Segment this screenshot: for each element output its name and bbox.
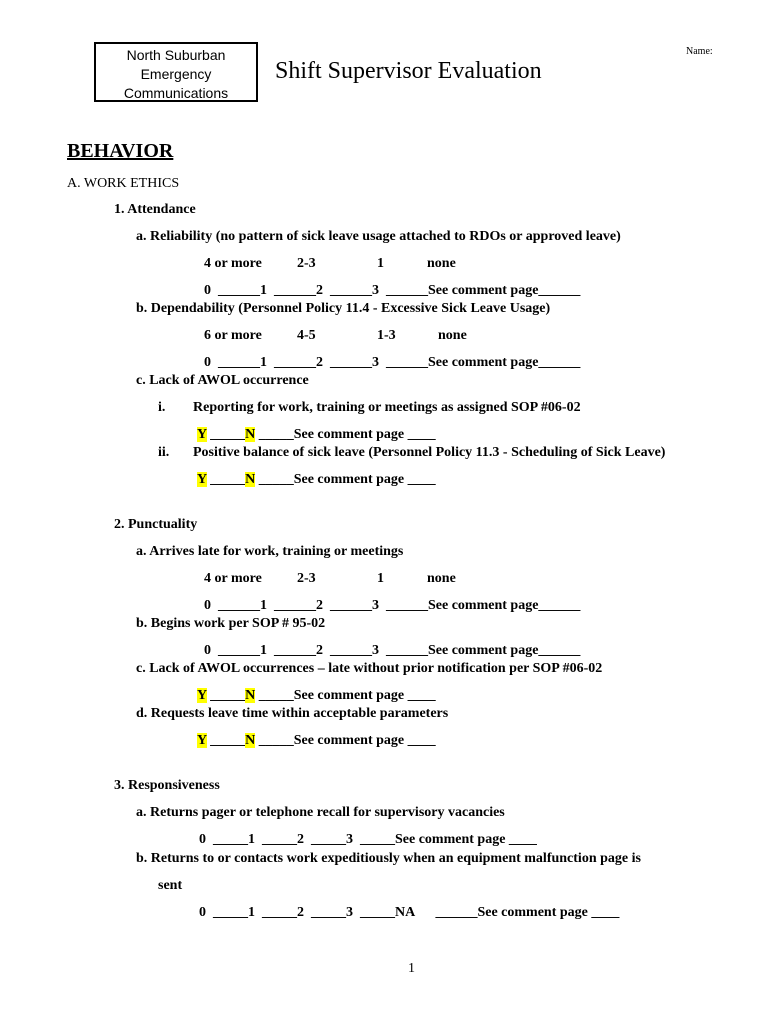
responsiveness-label: 3. Responsiveness <box>114 778 220 793</box>
rel-scale-1: 4 or more <box>204 256 262 271</box>
punct-scale-4: none <box>427 571 456 586</box>
resp-b-score-line[interactable]: 0 _____1 _____2 _____3 _____NA ______See comment page ____ <box>199 905 620 920</box>
punct-b-label: b. Begins work per SOP # 95-02 <box>136 616 326 631</box>
punct-d-label: d. Requests leave time within acceptable parameters <box>136 706 449 721</box>
resp-b-label-cont: sent <box>158 878 183 893</box>
awol-ii-num: ii. <box>158 445 170 460</box>
punct-c-yn[interactable]: Y _____N _____See comment page ____ <box>197 688 436 703</box>
awol-ii-yn[interactable]: Y _____N _____See comment page ____ <box>197 472 436 487</box>
resp-a-score-line[interactable]: 0 _____1 _____2 _____3 _____See comment page ____ <box>199 832 537 847</box>
yes-option[interactable]: Y <box>197 688 207 703</box>
punct-scale-1: 4 or more <box>204 571 262 586</box>
dep-scale-2: 4-5 <box>297 328 316 343</box>
rel-scale-2: 2-3 <box>297 256 316 271</box>
reliability-label: a. Reliability (no pattern of sick leave usage attached to RDOs or approved leave) <box>136 229 621 244</box>
punct-scale-3: 1 <box>377 571 384 586</box>
dep-scale-4: none <box>438 328 467 343</box>
yes-option[interactable]: Y <box>197 472 207 487</box>
rel-scale-4: none <box>427 256 456 271</box>
no-option[interactable]: N <box>245 733 256 748</box>
awol-i-yn[interactable]: Y _____N _____See comment page ____ <box>197 427 436 442</box>
dependability-label: b. Dependability (Personnel Policy 11.4 - Excessive Sick Leave Usage) <box>136 301 551 316</box>
punct-c-label: c. Lack of AWOL occurrences – late without prior notification per SOP #06-02 <box>136 661 603 676</box>
attendance-label: 1. Attendance <box>114 202 196 217</box>
org-line-3: Communications <box>123 85 229 101</box>
no-option[interactable]: N <box>245 472 256 487</box>
section-heading: BEHAVIOR <box>67 140 174 162</box>
yes-option[interactable]: Y <box>197 427 207 442</box>
punct-d-yn[interactable]: Y _____N _____See comment page ____ <box>197 733 436 748</box>
punct-b-score-line[interactable]: 0 ______1 ______2 ______3 ______See comment page______ <box>204 643 581 658</box>
no-option[interactable]: N <box>245 427 256 442</box>
work-ethics-label: A. WORK ETHICS <box>67 176 180 191</box>
awol-i-text: Reporting for work, training or meetings as assigned SOP #06-02 <box>193 400 581 415</box>
punctuality-label: 2. Punctuality <box>114 517 198 532</box>
awol-i-num: i. <box>158 400 166 415</box>
no-option[interactable]: N <box>245 688 256 703</box>
dep-scale-3: 1-3 <box>377 328 396 343</box>
yes-option[interactable]: Y <box>197 733 207 748</box>
page-number: 1 <box>408 961 415 976</box>
dep-score-line[interactable]: 0 ______1 ______2 ______3 ______See comment page______ <box>204 355 581 370</box>
punct-a-score-line[interactable]: 0 ______1 ______2 ______3 ______See comment page______ <box>204 598 581 613</box>
org-line-1: North Suburban <box>126 47 226 63</box>
punct-scale-2: 2-3 <box>297 571 316 586</box>
rel-scale-3: 1 <box>377 256 384 271</box>
awol-label: c. Lack of AWOL occurrence <box>136 373 309 388</box>
name-label: Name: <box>686 46 713 57</box>
punct-a-label: a. Arrives late for work, training or meetings <box>136 544 404 559</box>
resp-a-label: a. Returns pager or telephone recall for supervisory vacancies <box>136 805 505 820</box>
form-title: Shift Supervisor Evaluation <box>275 58 542 84</box>
rel-score-line[interactable]: 0 ______1 ______2 ______3 ______See comment page______ <box>204 283 581 298</box>
org-line-2: Emergency <box>140 66 212 82</box>
awol-ii-text: Positive balance of sick leave (Personnel Policy 11.3 - Scheduling of Sick Leave) <box>193 445 666 460</box>
dep-scale-1: 6 or more <box>204 328 262 343</box>
resp-b-label: b. Returns to or contacts work expeditiously when an equipment malfunction page is <box>136 851 641 866</box>
organization-box <box>94 42 258 102</box>
